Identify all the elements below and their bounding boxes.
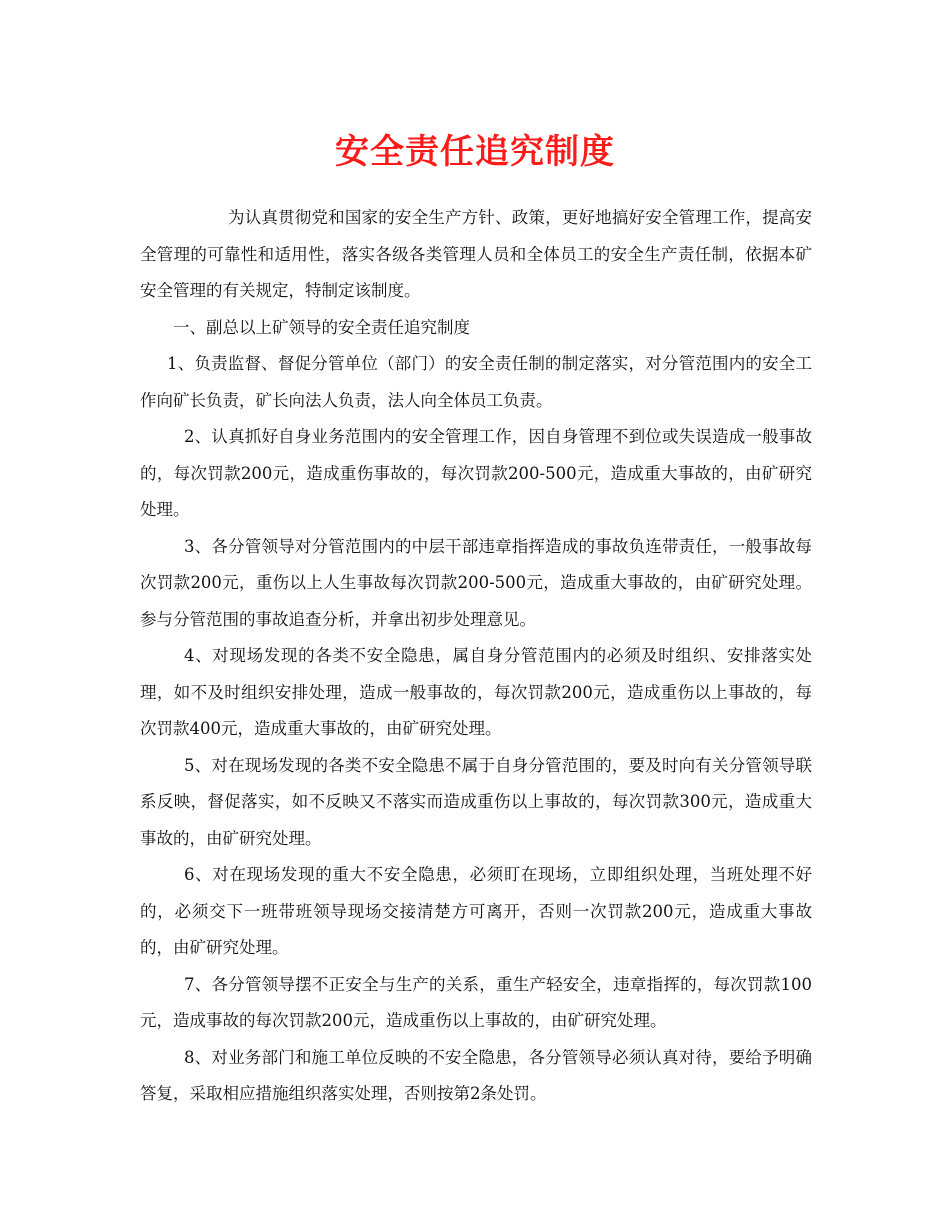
list-item: 3、各分管领导对分管范围内的中层干部违章指挥造成的事故负连带责任，一般事故每次罚款200元，重伤以上人生事故每次罚款200-500元，造成重大事故的，由矿研究处理。参与分管范围的事故追查分析，并拿出初步处理意见。: [140, 536, 812, 629]
list-item: 7、各分管领导摆不正安全与生产的关系，重生产轻安全，违章指挥的，每次罚款100元，造成事故的每次罚款200元，造成重伤以上事故的，由矿研究处理。: [140, 974, 812, 1030]
document-body: [140, 200, 812, 1113]
section-heading: 一、副总以上矿领导的安全责任追究制度: [173, 317, 470, 337]
list-item: 8、对业务部门和施工单位反映的不安全隐患，各分管领导必须认真对待，要给予明确答复，采取相应措施组织落实处理，否则按第2条处罚。: [140, 1047, 812, 1103]
intro-paragraph: 为认真贯彻党和国家的安全生产方针、政策，更好地搞好安全管理工作，提高安全管理的可靠性和适用性，落实各级各类管理人员和全体员工的安全生产责任制，依据本矿安全管理的有关规定，特制定该制度。: [140, 208, 812, 300]
list-item: 5、对在现场发现的各类不安全隐患不属于自身分管范围的，要及时向有关分管领导联系反映，督促落实，如不反映又不落实而造成重伤以上事故的，每次罚款300元，造成重大事故的，由矿研究处理。: [140, 755, 812, 848]
list-item: 4、对现场发现的各类不安全隐患，属自身分管范围内的必须及时组织、安排落实处理，如不及时组织安排处理，造成一般事故的，每次罚款200元，造成重伤以上事故的，每次罚款400元，造成重大事故的，由矿研究处理。: [140, 646, 812, 738]
document-title: 安全责任追究制度: [335, 132, 615, 172]
list-item: 6、对在现场发现的重大不安全隐患，必须盯在现场，立即组织处理，当班处理不好的，必须交下一班带班领导现场交接清楚方可离开，否则一次罚款200元，造成重大事故的，由矿研究处理。: [140, 865, 812, 957]
list-item: 1、负责监督、督促分管单位（部门）的安全责任制的制定落实，对分管范围内的安全工作向矿长负责，矿长向法人负责，法人向全体员工负责。: [140, 354, 812, 410]
list-item: 2、认真抓好自身业务范围内的安全管理工作，因自身管理不到位或失误造成一般事故的，每次罚款200元，造成重伤事故的，每次罚款200-500元，造成重大事故的，由矿研究处理。: [140, 427, 812, 519]
